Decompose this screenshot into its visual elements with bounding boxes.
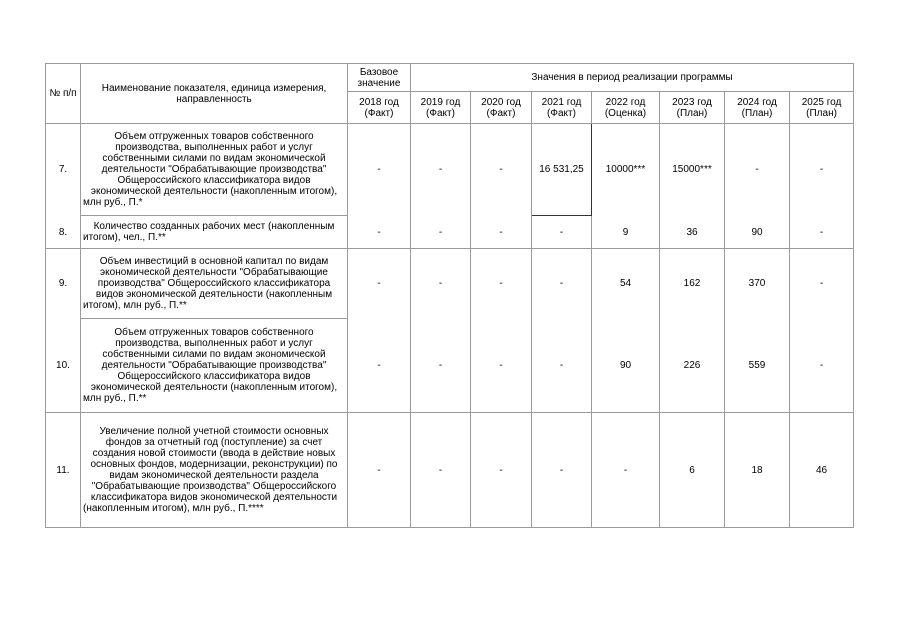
row-number: 9. [46,249,81,319]
value-cell: - [592,413,660,528]
header-year-2024: 2024 год (План) [725,92,790,124]
value-cell: 9 [592,216,660,249]
value-cell: - [532,319,592,413]
value-cell: 226 [660,319,725,413]
value-cell: - [471,216,532,249]
value-cell: 370 [725,249,790,319]
table-row [46,124,854,216]
value-cell: - [471,319,532,413]
value-cell: - [411,124,471,216]
header-base-value: Базовое значение [348,64,411,92]
indicator-name: Объем инвестиций в основной капитал по видам экономической деятельности "Обрабатывающие производства" Общероссийского классификатора видов экономической деятельности (накопленным итогом), млн руб., П.** [81,249,348,319]
indicator-name: Объем отгруженных товаров собственного производства, выполненных работ и услуг собственными силами по видам экономической деятельности "Обрабатывающие производства" Общероссийского классификатора видов экономической деятельности (накопленным итогом), млн руб., П.** [81,319,348,413]
value-cell: - [532,216,592,249]
value-cell: 36 [660,216,725,249]
header-year-2022: 2022 год (Оценка) [592,92,660,124]
value-cell: 16 531,25 [532,124,592,216]
value-cell: 10000*** [592,124,660,216]
value-cell: - [411,319,471,413]
value-cell: - [471,249,532,319]
indicator-name: Объем отгруженных товаров собственного производства, выполненных работ и услуг собственными силами по видам экономической деятельности "Обрабатывающие производства" Общероссийского классификатора видов экономической деятельности (накопленным итогом), млн руб., П.* [81,124,348,216]
value-cell: - [471,413,532,528]
header-year-2021: 2021 год (Факт) [532,92,592,124]
indicators-table [45,63,854,528]
value-cell: - [348,319,411,413]
value-cell: 162 [660,249,725,319]
value-cell: - [348,216,411,249]
row-number: 10. [46,319,81,413]
table-row [46,216,854,249]
header-row-top [46,64,854,92]
header-year-2018: 2018 год (Факт) [348,92,411,124]
value-cell: - [532,413,592,528]
row-number: 7. [46,124,81,216]
value-cell: - [532,249,592,319]
row-number: 8. [46,216,81,249]
value-cell: 559 [725,319,790,413]
value-cell: - [348,124,411,216]
value-cell: - [348,413,411,528]
value-cell: - [790,216,854,249]
header-year-2023: 2023 год (План) [660,92,725,124]
value-cell: - [411,413,471,528]
value-cell: - [725,124,790,216]
value-cell: - [471,124,532,216]
value-cell: 90 [725,216,790,249]
value-cell: 90 [592,319,660,413]
value-cell: 54 [592,249,660,319]
table-row [46,249,854,319]
value-cell: 18 [725,413,790,528]
header-indicator-name: Наименование показателя, единица измерения, направленность [81,64,348,124]
value-cell: 46 [790,413,854,528]
value-cell: - [348,249,411,319]
header-num: № п/п [46,64,81,124]
value-cell: 6 [660,413,725,528]
indicator-name: Увеличение полной учетной стоимости основных фондов за отчетный год (поступление) за счет создания новой стоимости (ввода в действие новых основных фондов, модернизации, реконструкции) по видам экономической деятельности раздела "Обрабатывающие производства" Общероссийского классификатора видов экономической деятельности (накопленным итогом), млн руб., П.**** [81,413,348,528]
indicator-name: Количество созданных рабочих мест (накопленным итогом), чел., П.** [81,216,348,249]
header-year-2025: 2025 год (План) [790,92,854,124]
header-year-2020: 2020 год (Факт) [471,92,532,124]
header-period-values: Значения в период реализации программы [411,64,854,92]
row-number: 11. [46,413,81,528]
table-row [46,413,854,528]
header-year-2019: 2019 год (Факт) [411,92,471,124]
value-cell: - [411,249,471,319]
value-cell: - [790,249,854,319]
value-cell: - [411,216,471,249]
value-cell: - [790,124,854,216]
value-cell: 15000*** [660,124,725,216]
table-row [46,319,854,413]
value-cell: - [790,319,854,413]
